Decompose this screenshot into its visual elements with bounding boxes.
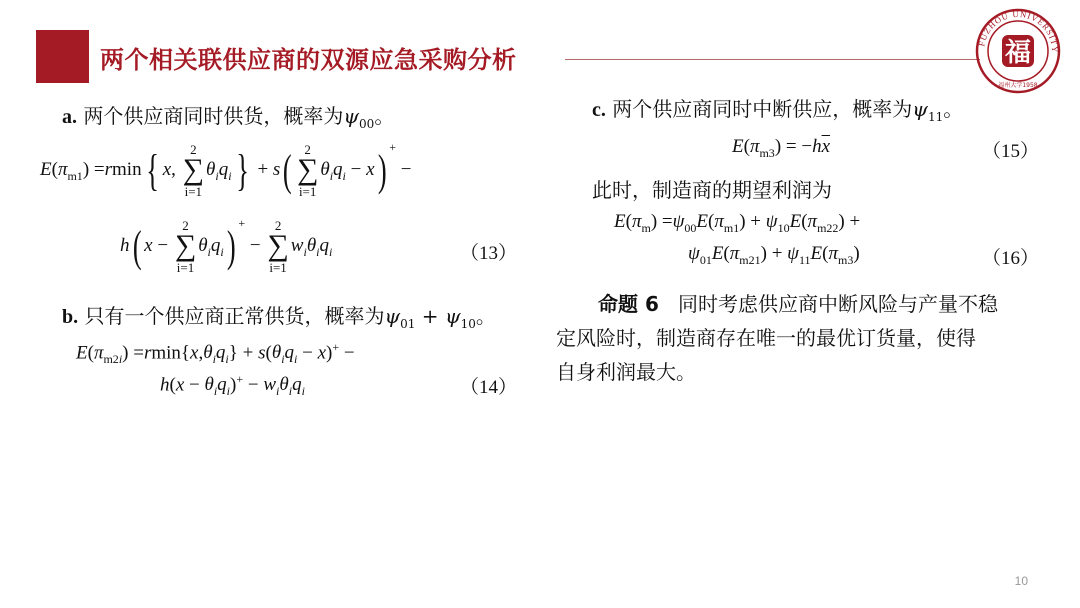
equation-16-line2: $\psi_{01}E(\pi_{m21}) + \psi_{11}E(\pi_{m3})$: [688, 243, 860, 267]
proposition-line3: 自身利润最大。: [556, 360, 696, 384]
proposition-line1: 命题 6 同时考虑供应商中断风险与产量不稳: [598, 292, 998, 316]
university-logo: [974, 7, 1062, 95]
case-a-heading: a. 两个供应商同时供货，概率为$\psi_{00}$。: [62, 104, 395, 131]
equation-13-line2: h( x − 2 ∑ i=1 $\theta_iq_i$) + − 2 ∑ i=1 $w_i\theta_iq_i$: [120, 216, 333, 275]
title-accent-block: [36, 30, 89, 83]
case-b-heading: b. 只有一个供应商正常供货，概率为$\psi_{01} + \psi_{10}$。: [62, 304, 496, 331]
equation-16-number: （16）: [982, 248, 1040, 269]
equation-14-line1: $E(\pi_{m2i}) =rmin\{x,\theta_iq_i\} + s(\theta_iq_i - x)^+$ −: [76, 340, 355, 367]
proposition-line2: 定风险时，制造商存在唯一的最优订货量，使得: [556, 326, 976, 350]
profit-intro: 此时，制造商的期望利润为: [592, 178, 832, 202]
logo-text: FUZHOU UNIVERSITY: [976, 8, 1061, 54]
equation-15: $E(\pi_{m3}) = -h\overline{x}$: [732, 136, 831, 160]
slide-title: 两个相关联供应商的双源应急采购分析: [100, 46, 517, 74]
equation-13-number: （13）: [460, 243, 518, 264]
equation-14-line2: $h(x - \theta_iq_i)^+ - w_i\theta_iq_i$: [160, 372, 305, 399]
logo-bottom-text: 福州大学1958: [998, 82, 1038, 89]
title-divider: [565, 59, 980, 60]
case-c-heading: c. 两个供应商同时中断供应，概率为$\psi_{11}$。: [592, 97, 964, 124]
equation-15-number: （15）: [982, 141, 1040, 162]
equation-14-number: （14）: [460, 377, 518, 398]
equation-16-line1: $E(\pi_m) =\psi_{00}E(\pi_{m1}) + \psi_{10}E(\pi_{m22})$ +: [614, 211, 861, 235]
page-number: 10: [1014, 574, 1028, 588]
equation-13-line1: $E(\pi_{m1}) =rmin${ x, 2 ∑ i=1 $\theta_iq_i\} + s$( 2 ∑ i=1 $\theta_iq_i - x$) + −: [40, 140, 412, 199]
logo-char: 福: [1004, 38, 1032, 68]
